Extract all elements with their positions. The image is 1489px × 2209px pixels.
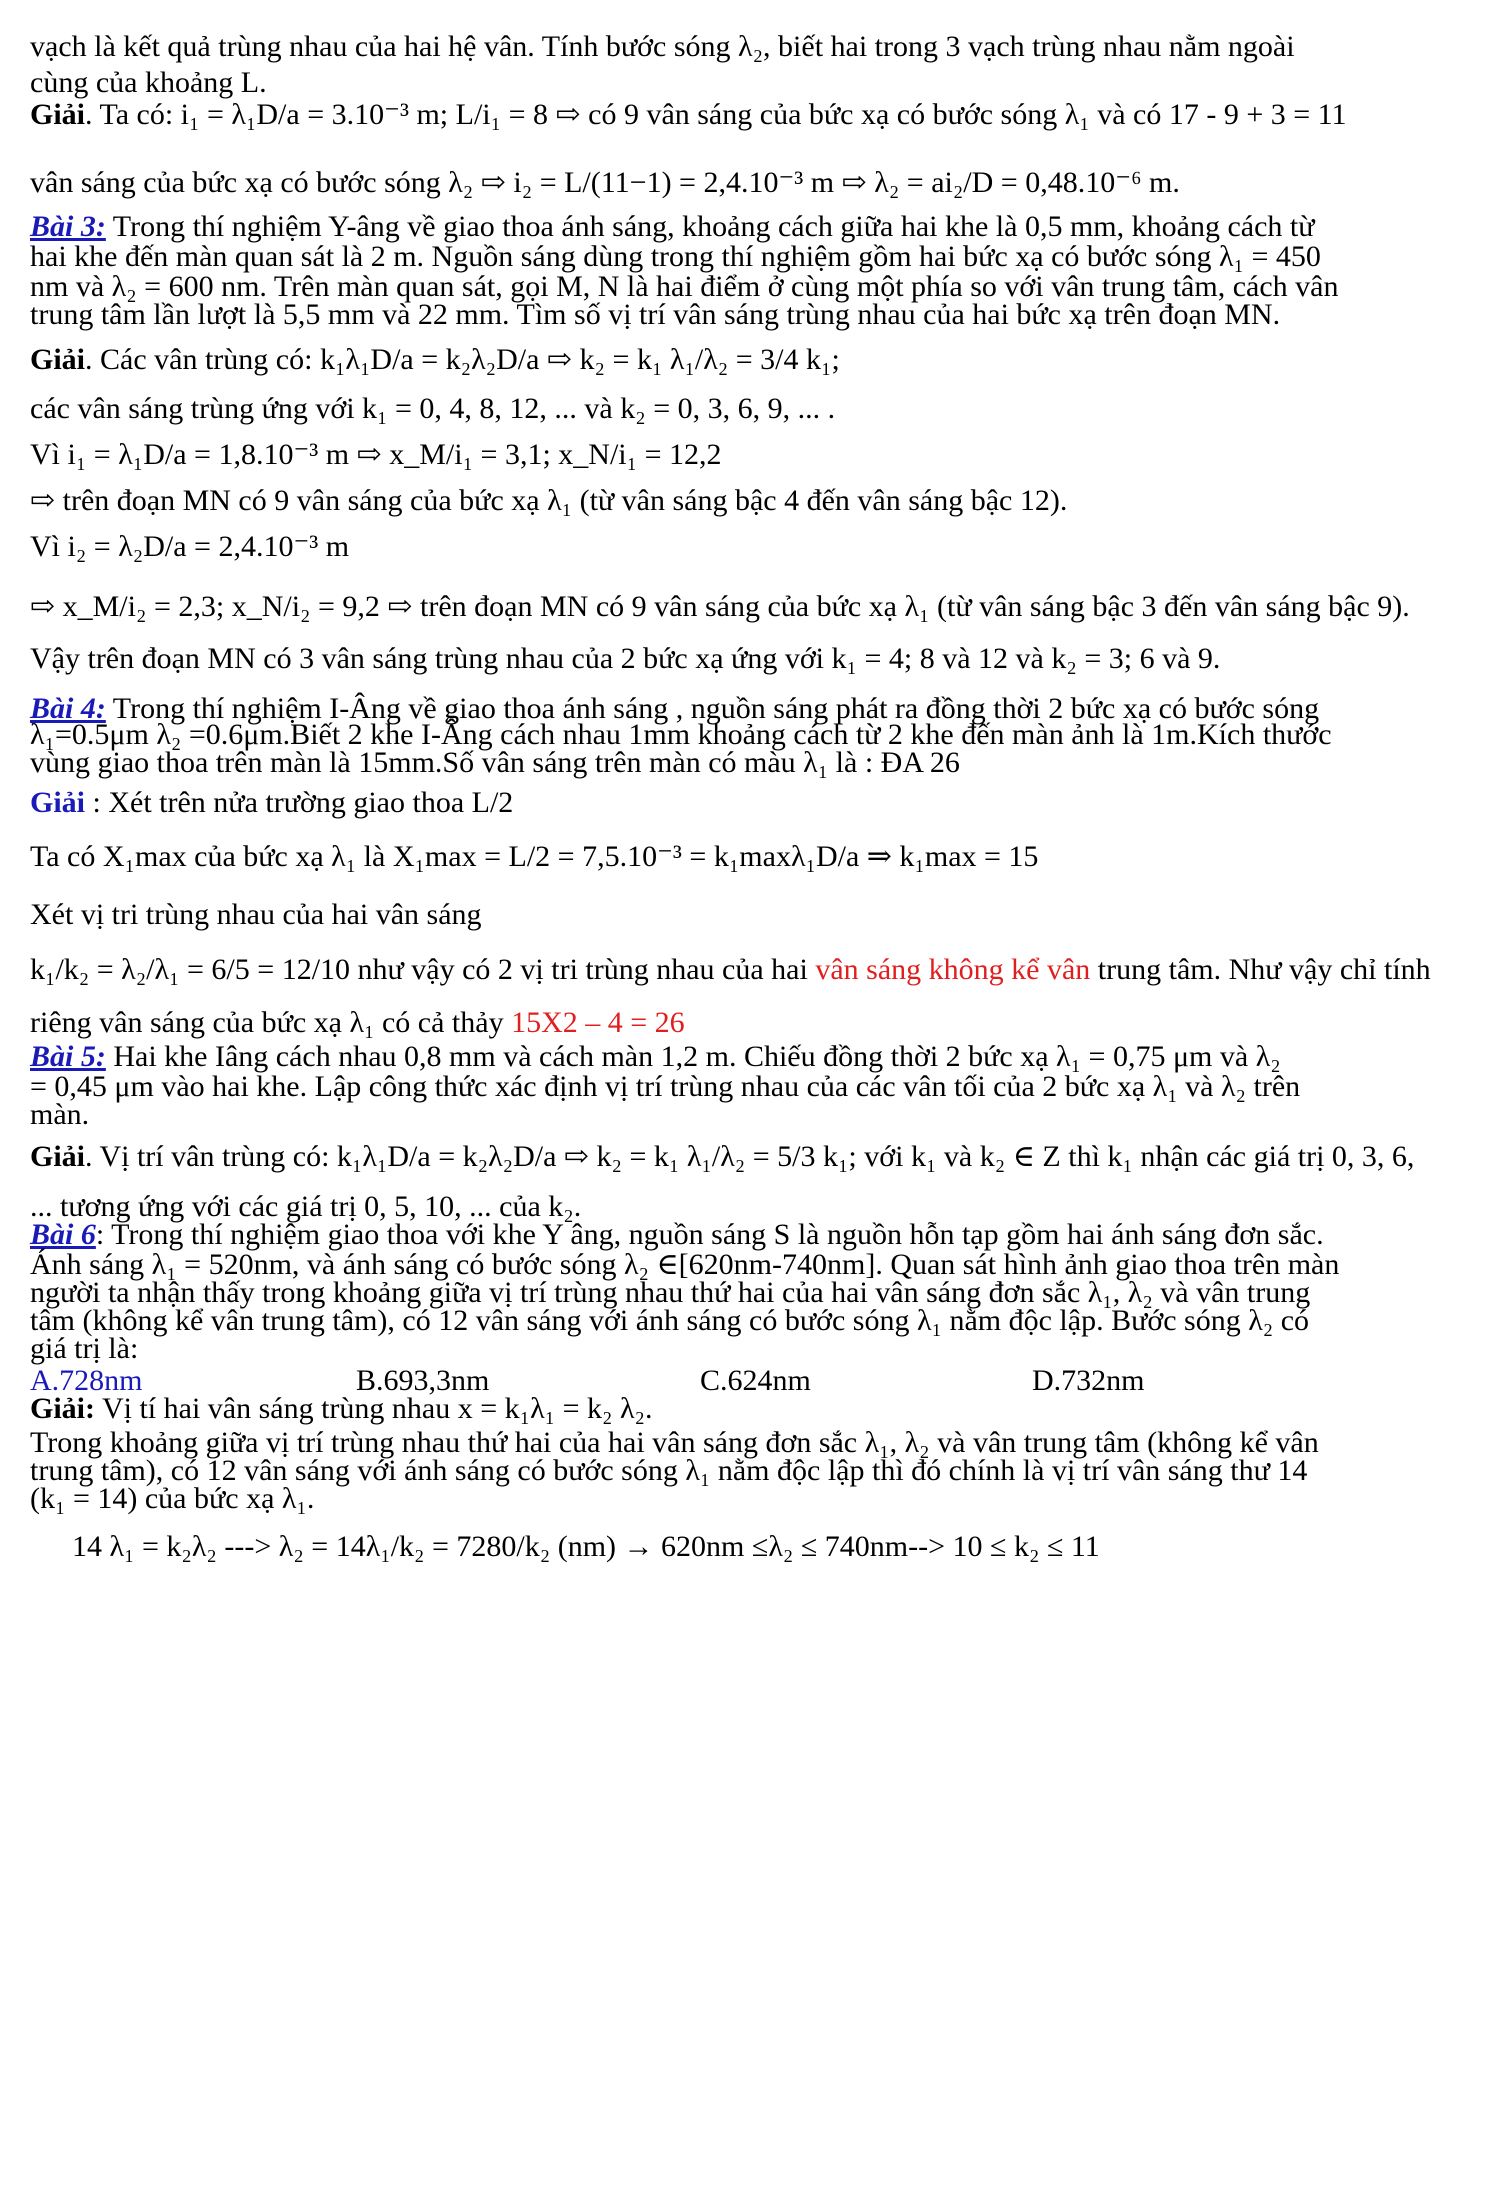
text-line: giá trị là: xyxy=(30,1332,139,1365)
text-line: Vì i₂ = λ₂D/a = 2,4.10⁻³ m xyxy=(30,530,350,563)
solution-line xyxy=(30,100,1347,130)
solution-line xyxy=(30,1142,1414,1172)
text-segment: k₁/k₂ = λ₂/λ₁ = 6/5 = 12/10 như vậy có 2 vị tri trùng nhau của hai xyxy=(30,953,816,986)
text-line: nm và λ₂ = 600 nm. Trên màn quan sát, gọi M, N là hai điểm ở cùng một phía so với vân trung tâm, cách vân xyxy=(30,270,1339,303)
text-line: Ánh sáng λ₁ = 520nm, và ánh sáng có bước sóng λ₂ ∈[620nm-740nm]. Quan sát hình ảnh giao thoa trên màn xyxy=(30,1248,1340,1281)
text-line: . Các vân trùng có: k₁λ₁D/a = k₂λ₂D/a ⇨ k₂ = k₁ λ₁/λ₂ = 3/4 k₁; xyxy=(85,343,840,376)
highlight-text: 15X2 – 4 = 26 xyxy=(511,1006,685,1039)
text-line: vùng giao thoa trên màn là 15mm.Số vân sáng trên màn có màu λ₁ là : ĐA 26 xyxy=(30,746,960,779)
text-segment: trung tâm. Như vậy chỉ tính xyxy=(1090,953,1431,986)
solution-label: Giải xyxy=(30,1140,86,1173)
text-line: . Ta có: i₁ = λ₁D/a = 3.10⁻³ m; L/i₁ = 8 ⇨ có 9 vân sáng của bức xạ có bước sóng λ₁ và có 17 - 9 + 3 = 11 xyxy=(85,98,1347,131)
text-line: Ta có X₁max của bức xạ λ₁ là X₁max = L/2 = 7,5.10⁻³ = k₁maxλ₁D/a ⇒ k₁max = 15 xyxy=(30,840,1039,873)
exercise-label: Bài 3: xyxy=(30,210,106,243)
text-line: trung tâm lần lượt là 5,5 mm và 22 mm. Tìm số vị trí vân sáng trùng nhau của hai bức xạ trên đoạn MN. xyxy=(30,298,1281,331)
text-line: tâm (không kể vân trung tâm), có 12 vân sáng với ánh sáng có bước sóng λ₁ nằm độc lập. Bước sóng λ₂ có xyxy=(30,1304,1310,1337)
solution-line xyxy=(30,1394,653,1424)
text-line: các vân sáng trùng ứng với k₁ = 0, 4, 8, 12, ... và k₂ = 0, 3, 6, 9, ... . xyxy=(30,392,836,425)
highlight-text: vân sáng không kể vân xyxy=(815,953,1091,986)
text-segment: riêng vân sáng của bức xạ λ₁ có cả thảy xyxy=(30,1006,512,1039)
solution-label: Giải: xyxy=(30,1392,95,1425)
text-line: ... tương ứng với các giá trị 0, 5, 10, ... của k₂. xyxy=(30,1190,582,1223)
text-line: ⇨ trên đoạn MN có 9 vân sáng của bức xạ λ₁ (từ vân sáng bậc 4 đến vân sáng bậc 12). xyxy=(30,484,1068,517)
text-line: . Vị trí vân trùng có: k₁λ₁D/a = k₂λ₂D/a ⇨ k₂ = k₁ λ₁/λ₂ = 5/3 k₁; với k₁ và k₂ ∈ Z thì k₁ nhận các giá trị 0, 3, 6, xyxy=(85,1140,1415,1173)
text-line xyxy=(30,1008,685,1038)
text-line: cùng của khoảng L. xyxy=(30,66,267,99)
text-line: Xét vị tri trùng nhau của hai vân sáng xyxy=(30,898,482,931)
text-line: Trong thí nghiệm I-Âng về giao thoa ánh sáng , nguồn sáng phát ra đồng thời 2 bức xạ có bước sóng xyxy=(105,692,1320,725)
exercise-3 xyxy=(30,212,1315,242)
exercise-6 xyxy=(30,1220,1324,1250)
text-line: 14 λ₁ = k₂λ₂ ---> λ₂ = 14λ₁/k₂ = 7280/k₂ (nm) → 620nm ≤λ₂ ≤ 740nm--> 10 ≤ k₂ ≤ 11 xyxy=(72,1530,1100,1563)
text-line: Vì i₁ = λ₁D/a = 1,8.10⁻³ m ⇨ x_M/i₁ = 3,1; x_N/i₁ = 12,2 xyxy=(30,438,722,471)
solution-label: Giải xyxy=(30,343,86,376)
exercise-label: Bài 4: xyxy=(30,692,106,725)
answer-option-b: B.693,3nm xyxy=(356,1364,490,1397)
text-line: Vị tí hai vân sáng trùng nhau x = k₁λ₁ = k₂ λ₂. xyxy=(95,1392,653,1425)
exercise-5 xyxy=(30,1042,1281,1072)
text-line: Trong khoảng giữa vị trí trùng nhau thứ hai của hai vân sáng đơn sắc λ₁, λ₂ và vân trung tâm (không kể vân xyxy=(30,1426,1319,1459)
text-line: vân sáng của bức xạ có bước sóng λ₂ ⇨ i₂ = L/(11−1) = 2,4.10⁻³ m ⇨ λ₂ = ai₂/D = 0,48.10⁻⁶ m. xyxy=(30,166,1180,199)
answer-option-c: C.624nm xyxy=(700,1364,811,1397)
solution-label: Giải xyxy=(30,786,86,819)
text-line: vạch là kết quả trùng nhau của hai hệ vân. Tính bước sóng λ₂, biết hai trong 3 vạch trùng nhau nằm ngoài xyxy=(30,30,1295,63)
text-line: Vậy trên đoạn MN có 3 vân sáng trùng nhau của 2 bức xạ ứng với k₁ = 4; 8 và 12 và k₂ = 3; 6 và 9. xyxy=(30,642,1221,675)
exercise-label: Bài 6 xyxy=(30,1218,96,1251)
text-line: màn. xyxy=(30,1098,90,1131)
text-line: hai khe đến màn quan sát là 2 m. Nguồn sáng dùng trong thí nghiệm gồm hai bức xạ có bước sóng λ₁ = 450 xyxy=(30,240,1321,273)
text-line: ⇨ x_M/i₂ = 2,3; x_N/i₂ = 9,2 ⇨ trên đoạn MN có 9 vân sáng của bức xạ λ₁ (từ vân sáng bậc 3 đến vân sáng bậc 9). xyxy=(30,590,1410,623)
text-line: λ₁=0.5μm λ₂ =0.6μm.Biết 2 khe I-Âng cách nhau 1mm khoảng cách từ 2 khe đến màn ảnh là 1m.Kích thước xyxy=(30,718,1332,751)
text-line: (k₁ = 14) của bức xạ λ₁. xyxy=(30,1482,315,1515)
text-line: Trong thí nghiệm Y-âng về giao thoa ánh sáng, khoảng cách giữa hai khe là 0,5 mm, khoảng cách từ xyxy=(105,210,1315,243)
text-line: : Trong thí nghiệm giao thoa với khe Y âng, nguồn sáng S là nguồn hỗn tạp gồm hai ánh sáng đơn sắc. xyxy=(95,1218,1324,1251)
exercise-label: Bài 5: xyxy=(30,1040,106,1073)
solution-line xyxy=(30,345,840,375)
text-line: : Xét trên nửa trường giao thoa L/2 xyxy=(85,786,514,819)
text-line xyxy=(30,955,1431,985)
text-line: Hai khe Iâng cách nhau 0,8 mm và cách màn 1,2 m. Chiếu đồng thời 2 bức xạ λ₁ = 0,75 μm và λ₂ xyxy=(105,1040,1281,1073)
solution-label: Giải xyxy=(30,98,86,131)
answer-option-d: D.732nm xyxy=(1032,1364,1145,1397)
solution-line xyxy=(30,788,513,818)
text-line: trung tâm), có 12 vân sáng với ánh sáng có bước sóng λ₁ nằm độc lập thì đó chính là vị trí vân sáng thư 14 xyxy=(30,1454,1308,1487)
answer-option-a: A.728nm xyxy=(30,1364,143,1397)
text-line: người ta nhận thấy trong khoảng giữa vị trí trùng nhau thứ hai của hai vân sáng đơn sắc λ₁, λ₂ và vân trung xyxy=(30,1276,1311,1309)
text-line: = 0,45 μm vào hai khe. Lập công thức xác định vị trí trùng nhau của các vân tối của 2 bức xạ λ₁ và λ₂ trên xyxy=(30,1070,1301,1103)
